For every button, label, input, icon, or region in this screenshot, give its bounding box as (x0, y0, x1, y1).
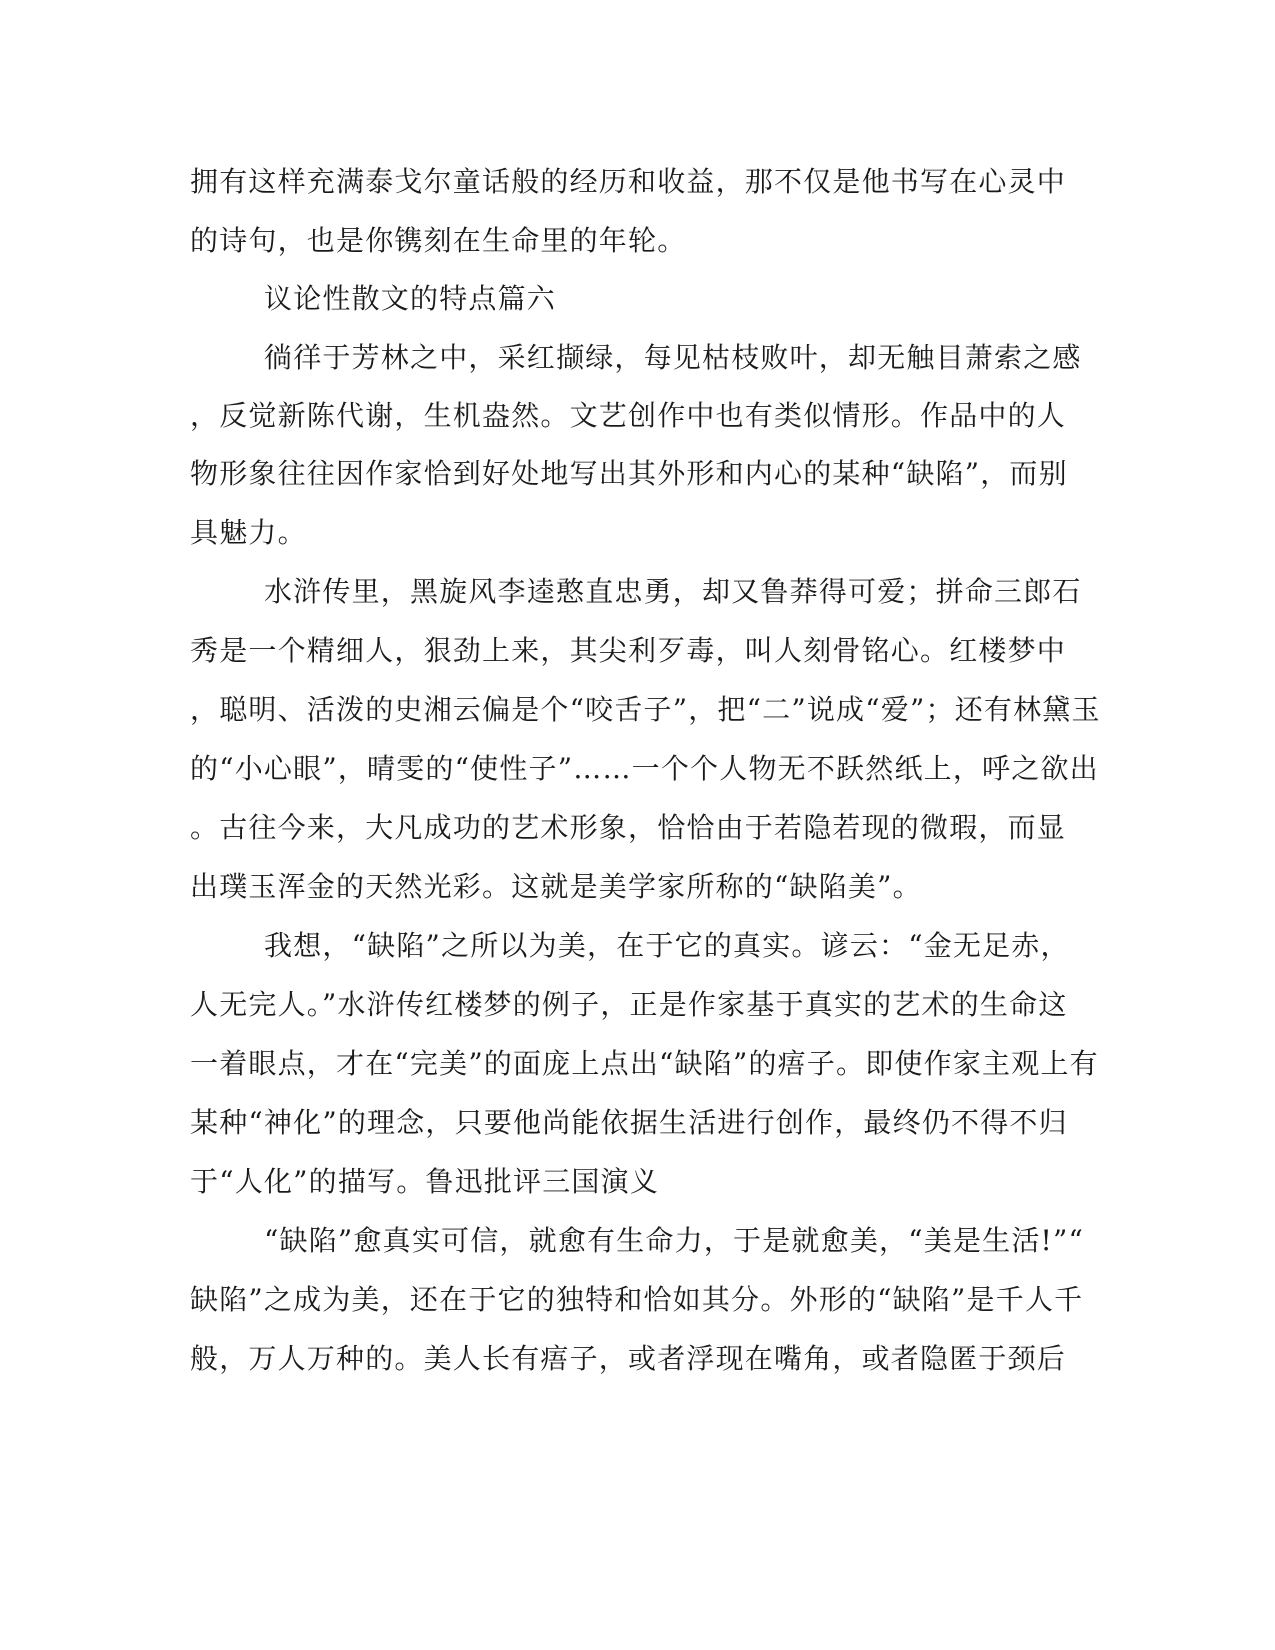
text-line: 出璞玉浑金的天然光彩。这就是美学家所称的“缺陷美”。 (190, 870, 922, 903)
text-line: 徜徉于芳林之中，采红撷绿，每见枯枝败叶，却无触目萧索之感 (264, 341, 1082, 374)
text-line: 秀是一个精细人，狠劲上来，其尖利歹毒，叫人刻骨铭心。红楼梦中 (190, 634, 1067, 667)
text-line: 拥有这样充满泰戈尔童话般的经历和收益，那不仅是他书写在心灵中 (190, 165, 1067, 198)
text-line: 的诗句，也是你镌刻在生命里的年轮。 (190, 224, 687, 257)
text-line: 物形象往往因作家恰到好处地写出其外形和内心的某种“缺陷”，而别 (190, 457, 1068, 490)
text-line: 水浒传里，黑旋风李逵憨直忠勇，却又鲁莽得可爱；拼命三郎石 (264, 575, 1082, 608)
text-line: 人无完人。”水浒传红楼梦的例子，正是作家基于真实的艺术的生命这 (190, 988, 1068, 1021)
text-line: ，聪明、活泼的史湘云偏是个“咬舌子”，把“二”说成“爱”；还有林黛玉 (190, 693, 1101, 726)
text-line: 某种“神化”的理念，只要他尚能依据生活进行创作，最终仍不得不归 (190, 1106, 1068, 1139)
text-line: 具魅力。 (190, 516, 307, 549)
text-line: 缺陷”之成为美，还在于它的独特和恰如其分。外形的“缺陷”是千人千 (190, 1283, 1084, 1316)
text-line: “缺陷”愈真实可信，就愈有生命力，于是就愈美，“美是生活!”“ (264, 1224, 1085, 1257)
section-heading: 议论性散文的特点篇六 (264, 282, 557, 315)
text-line: 我想，“缺陷”之所以为美，在于它的真实。谚云：“金无足赤， (264, 929, 1070, 962)
text-line: 于“人化”的描写。鲁迅批评三国演义 (190, 1165, 660, 1198)
text-line: 一着眼点，才在“完美”的面庞上点出“缺陷”的痦子。即使作家主观上有 (190, 1047, 1099, 1080)
text-line: 般，万人万种的。美人长有痦子，或者浮现在嘴角，或者隐匿于颈后 (190, 1342, 1067, 1375)
text-line: 的“小心眼”，晴雯的“使性子”……一个个人物无不跃然纸上，呼之欲出 (190, 752, 1099, 785)
text-line: ，反觉新陈代谢，生机盎然。文艺创作中也有类似情形。作品中的人 (190, 399, 1067, 432)
text-line: 。古往今来，大凡成功的艺术形象，恰恰由于若隐若现的微瑕，而显 (190, 811, 1067, 844)
